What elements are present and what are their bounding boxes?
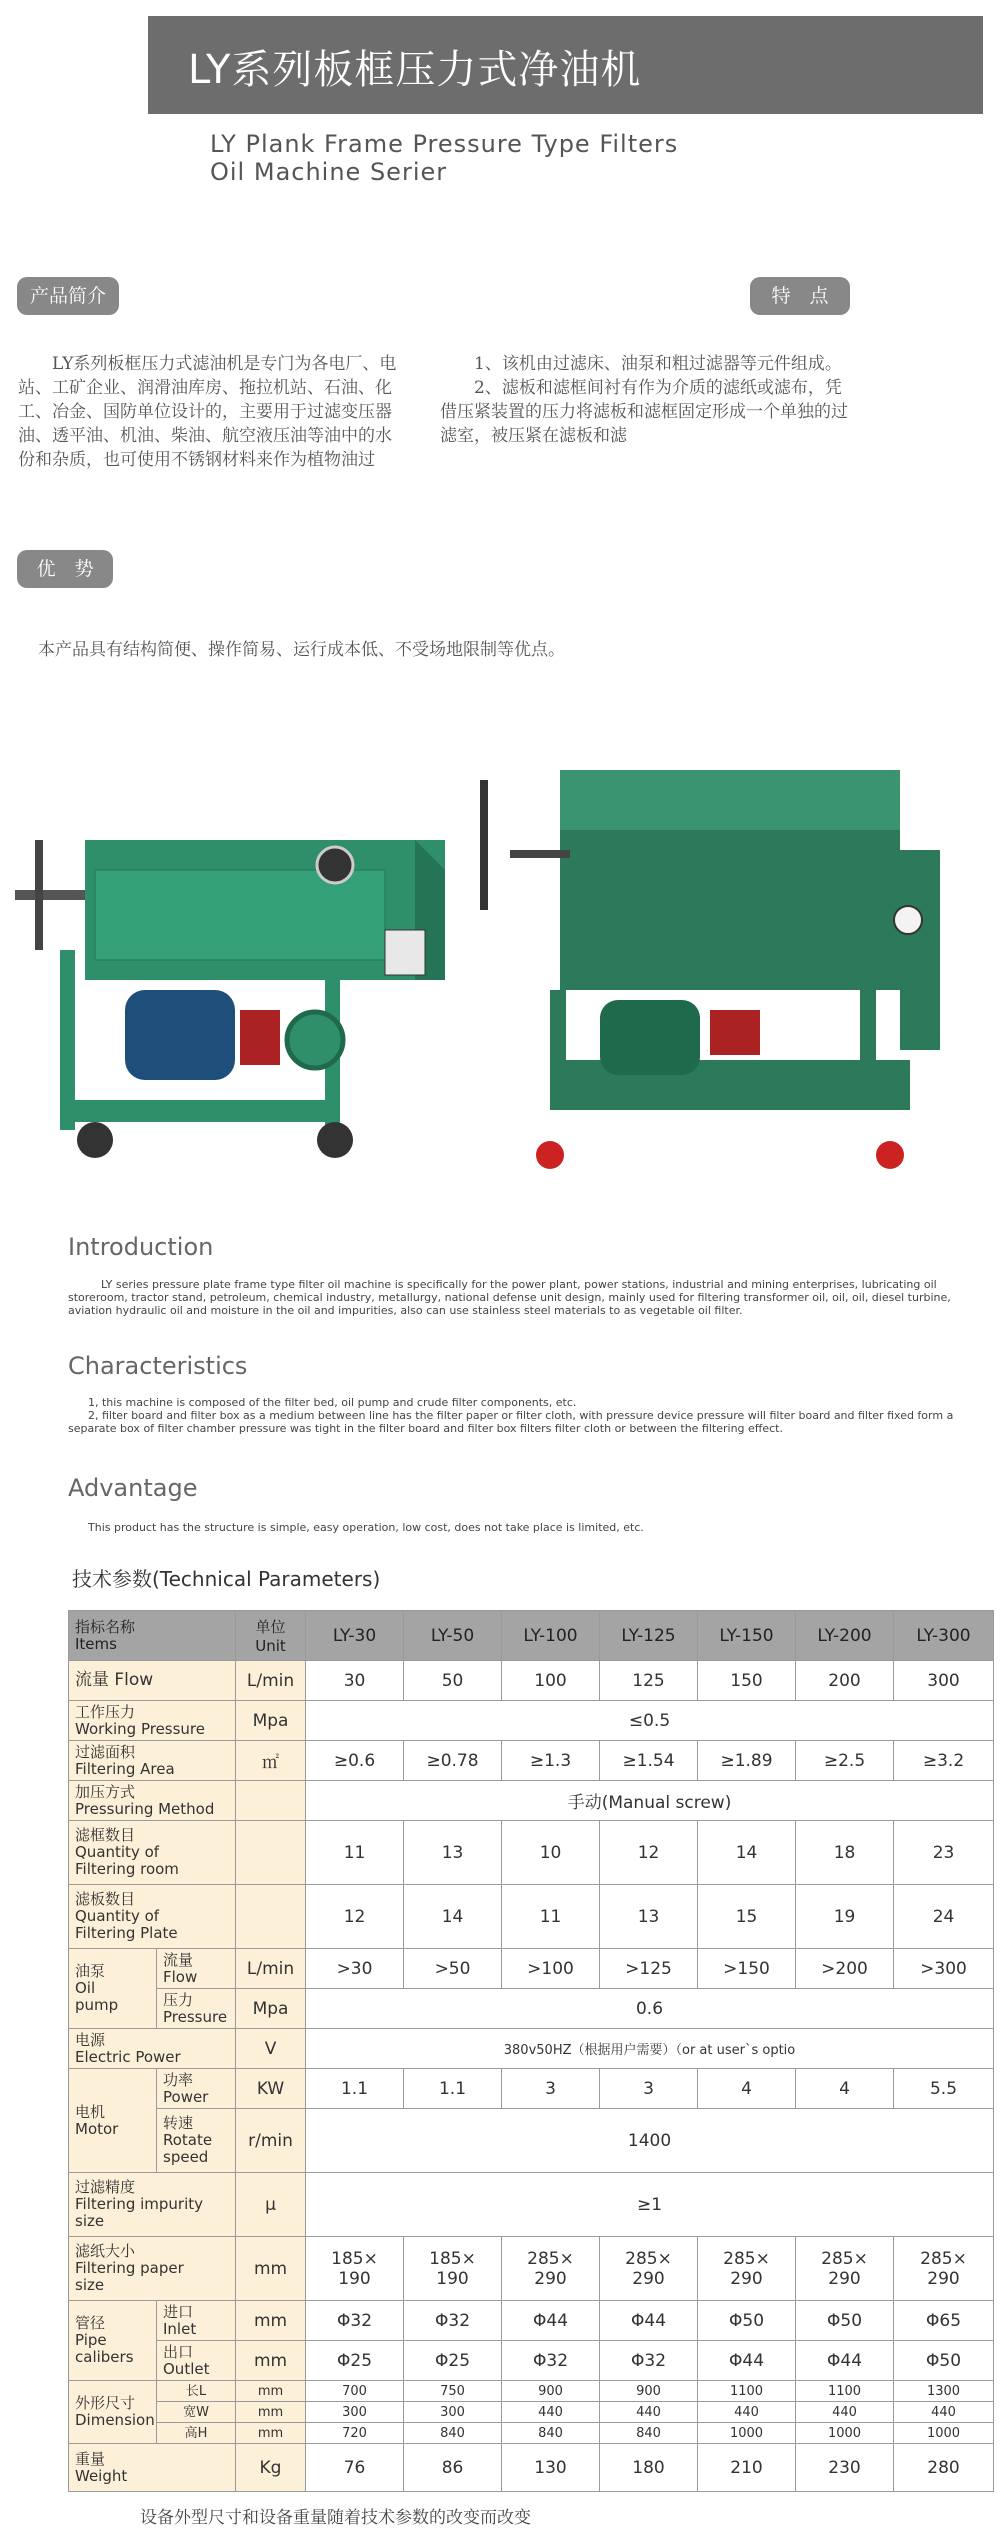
table-cell: ≥1.89 <box>698 1741 796 1781</box>
table-cell: Φ44 <box>600 2301 698 2341</box>
table-cell: 30 <box>306 1661 404 1701</box>
machine-photo-right <box>480 760 950 1180</box>
table-row <box>69 1781 994 1821</box>
table-cell: 185× 190 <box>306 2237 404 2301</box>
table-cell: Mpa <box>236 1701 306 1741</box>
intro-cn-text: LY系列板框压力式滤油机是专门为各电厂、电站、工矿企业、润滑油库房、拖拉机站、石油、化工、冶金、国防单位设计的，主要用于过滤变压器油、透平油、机油、柴油、航空液压油等油中的水份和杂质，也可使用不锈钢材料来作为植物油过 <box>18 354 397 470</box>
introduction-heading: Introduction <box>68 1233 214 1261</box>
table-cell <box>236 1821 306 1885</box>
table-cell: 440 <box>502 2402 600 2423</box>
table-row <box>69 2029 994 2069</box>
table-cell: 23 <box>894 1821 994 1885</box>
table-cell: 76 <box>306 2444 404 2492</box>
table-cell: >200 <box>796 1949 894 1989</box>
table-row <box>69 2423 994 2444</box>
table-cell: 11 <box>502 1885 600 1949</box>
table-cell: ≥0.6 <box>306 1741 404 1781</box>
table-cell: 285× 290 <box>600 2237 698 2301</box>
table-cell: Φ32 <box>502 2341 600 2381</box>
advantage-badge: 优 势 <box>17 550 113 588</box>
table-cell: 进口 Inlet <box>157 2301 236 2341</box>
table-row <box>69 1661 994 1701</box>
table-cell: Kg <box>236 2444 306 2492</box>
table-cell: 210 <box>698 2444 796 2492</box>
table-cell: 滤纸大小 Filtering paper size <box>69 2237 236 2301</box>
table-cell: 285× 290 <box>698 2237 796 2301</box>
table-cell: 1.1 <box>306 2069 404 2109</box>
table-cell: 300 <box>306 2402 404 2423</box>
table-cell: mm <box>236 2237 306 2301</box>
table-cell: 280 <box>894 2444 994 2492</box>
characteristics-text: 1, this machine is composed of the filter bed, oil pump and crude filter components, etc. 2, filter board and filter box as a medium between line has the filter paper or filter cloth, with pressure device pressure will filter board and filter fixed form a separate box of filter chamber pressure was tight in the filter board and filter box filters filter cloth or between the filtering effect. <box>68 1396 954 1435</box>
table-cell: Φ44 <box>796 2341 894 2381</box>
table-cell: Φ50 <box>796 2301 894 2341</box>
table-row <box>69 1989 994 2029</box>
table-cell: 19 <box>796 1885 894 1949</box>
table-cell: 14 <box>404 1885 502 1949</box>
table-cell: Φ50 <box>698 2301 796 2341</box>
model-header: LY-100 <box>502 1611 600 1661</box>
table-cell: 50 <box>404 1661 502 1701</box>
title-bar <box>148 16 983 114</box>
page-title: LY系列板框压力式净油机 <box>188 47 642 93</box>
table-cell: Φ25 <box>404 2341 502 2381</box>
table-cell: μ <box>236 2173 306 2237</box>
table-cell: 高H <box>157 2423 236 2444</box>
table-cell: 1300 <box>894 2381 994 2402</box>
table-cell: 1000 <box>894 2423 994 2444</box>
features-cn <box>440 352 850 448</box>
table-cell: 100 <box>502 1661 600 1701</box>
advantage-cn-text: 本产品具有结构简便、操作简易、运行成本低、不受场地限制等优点。 <box>38 640 565 660</box>
table-cell: Φ50 <box>894 2341 994 2381</box>
table-cell: 电机 Motor <box>69 2069 157 2173</box>
table-cell: 840 <box>600 2423 698 2444</box>
table-row <box>69 1821 994 1885</box>
table-cell: 长L <box>157 2381 236 2402</box>
table-cell: 5.5 <box>894 2069 994 2109</box>
table-cell: 10 <box>502 1821 600 1885</box>
table-row <box>69 2444 994 2492</box>
table-cell: 750 <box>404 2381 502 2402</box>
table-cell: 1100 <box>796 2381 894 2402</box>
footer-note: 设备外型尺寸和设备重量随着技术参数的改变而改变 <box>140 2508 531 2528</box>
table-cell: 13 <box>404 1821 502 1885</box>
table-cell: 200 <box>796 1661 894 1701</box>
table-cell: 185× 190 <box>404 2237 502 2301</box>
characteristics-heading: Characteristics <box>68 1352 248 1380</box>
table-row <box>69 2069 994 2109</box>
table-row <box>69 1885 994 1949</box>
table-cell: >300 <box>894 1949 994 1989</box>
table-cell: ≥0.78 <box>404 1741 502 1781</box>
table-cell: 手动(Manual screw) <box>306 1781 994 1821</box>
table-cell: 24 <box>894 1885 994 1949</box>
table-cell: 15 <box>698 1885 796 1949</box>
table-cell: >100 <box>502 1949 600 1989</box>
table-cell: 720 <box>306 2423 404 2444</box>
table-row <box>69 2301 994 2341</box>
table-cell: 1000 <box>796 2423 894 2444</box>
table-cell: 工作压力 Working Pressure <box>69 1701 236 1741</box>
table-cell: Φ32 <box>306 2301 404 2341</box>
table-cell: 加压方式 Pressuring Method <box>69 1781 236 1821</box>
table-cell: 440 <box>698 2402 796 2423</box>
table-cell: >125 <box>600 1949 698 1989</box>
table-cell: 285× 290 <box>894 2237 994 2301</box>
table-cell: 440 <box>894 2402 994 2423</box>
table-cell: 1100 <box>698 2381 796 2402</box>
table-cell: 285× 290 <box>796 2237 894 2301</box>
table-cell: 86 <box>404 2444 502 2492</box>
table-cell: 18 <box>796 1821 894 1885</box>
table-cell: 900 <box>600 2381 698 2402</box>
model-header: LY-30 <box>306 1611 404 1661</box>
machine-photo-left <box>15 810 445 1180</box>
table-row <box>69 1949 994 1989</box>
table-header-row <box>69 1611 994 1661</box>
table-row <box>69 2109 994 2173</box>
table-cell: >50 <box>404 1949 502 1989</box>
table-cell: Φ32 <box>600 2341 698 2381</box>
table-cell: 转速 Rotate speed <box>157 2109 236 2173</box>
model-header: LY-150 <box>698 1611 796 1661</box>
table-cell: Φ44 <box>502 2301 600 2341</box>
table-cell: 300 <box>404 2402 502 2423</box>
table-cell: L/min <box>236 1661 306 1701</box>
table-cell: 230 <box>796 2444 894 2492</box>
table-cell: ≥1.54 <box>600 1741 698 1781</box>
table-cell: mm <box>236 2301 306 2341</box>
table-cell: 过滤精度 Filtering impurity size <box>69 2173 236 2237</box>
table-cell: 4 <box>796 2069 894 2109</box>
table-cell: V <box>236 2029 306 2069</box>
table-cell: 300 <box>894 1661 994 1701</box>
table-cell: ≤0.5 <box>306 1701 994 1741</box>
table-row <box>69 2341 994 2381</box>
table-cell: ≥1 <box>306 2173 994 2237</box>
table-row <box>69 1741 994 1781</box>
table-title: 技术参数(Technical Parameters) <box>72 1567 381 1591</box>
table-cell: 1400 <box>306 2109 994 2173</box>
table-row <box>69 2173 994 2237</box>
table-cell: 宽W <box>157 2402 236 2423</box>
model-header: LY-300 <box>894 1611 994 1661</box>
table-cell: 重量 Weight <box>69 2444 236 2492</box>
table-cell: 1.1 <box>404 2069 502 2109</box>
table-cell: 油泵 Oil pump <box>69 1949 157 2029</box>
table-row <box>69 1701 994 1741</box>
features-badge: 特 点 <box>750 277 850 315</box>
table-cell: ≥1.3 <box>502 1741 600 1781</box>
table-cell: 1000 <box>698 2423 796 2444</box>
table-cell: 440 <box>600 2402 698 2423</box>
table-row <box>69 2381 994 2402</box>
table-cell: Φ44 <box>698 2341 796 2381</box>
page-subtitle: LY Plank Frame Pressure Type Filters Oil Machine Serier <box>210 130 679 186</box>
table-cell: 14 <box>698 1821 796 1885</box>
table-cell: 过滤面积 Filtering Area <box>69 1741 236 1781</box>
table-cell: 840 <box>502 2423 600 2444</box>
table-cell: 滤板数目 Quantity of Filtering Plate <box>69 1885 236 1949</box>
table-cell: >30 <box>306 1949 404 1989</box>
table-cell: 0.6 <box>306 1989 994 2029</box>
table-cell: 285× 290 <box>502 2237 600 2301</box>
table-cell: mm <box>236 2402 306 2423</box>
table-cell: ≥3.2 <box>894 1741 994 1781</box>
table-cell: 440 <box>796 2402 894 2423</box>
table-cell: 滤框数目 Quantity of Filtering room <box>69 1821 236 1885</box>
table-cell: 出口 Outlet <box>157 2341 236 2381</box>
table-cell: Φ25 <box>306 2341 404 2381</box>
table-cell: 电源 Electric Power <box>69 2029 236 2069</box>
introduction-text: LY series pressure plate frame type filter oil machine is specifically for the power plant, power stations, industrial and mining enterprises, lubricating oil storeroom, tractor stand, petroleum, chemical industry, metallurgy, national defense unit design, mainly used for filtering transformer oil, oil, oil, diesel turbine, aviation hydraulic oil and moisture in the oil and impurities, also can use stainless steel materials to as vegetable oil filter. <box>68 1278 951 1317</box>
table-cell: ≥2.5 <box>796 1741 894 1781</box>
table-cell: 压力 Pressure <box>157 1989 236 2029</box>
model-header: LY-50 <box>404 1611 502 1661</box>
table-cell: Mpa <box>236 1989 306 2029</box>
table-cell <box>236 1885 306 1949</box>
table-cell: mm <box>236 2381 306 2402</box>
table-cell: 11 <box>306 1821 404 1885</box>
table-cell: 840 <box>404 2423 502 2444</box>
model-header: LY-125 <box>600 1611 698 1661</box>
unit-header: 单位 Unit <box>236 1611 306 1661</box>
table-cell: KW <box>236 2069 306 2109</box>
table-cell: Φ32 <box>404 2301 502 2341</box>
table-cell: 流量 Flow <box>157 1949 236 1989</box>
table-cell: 125 <box>600 1661 698 1701</box>
table-cell: >150 <box>698 1949 796 1989</box>
table-cell: 13 <box>600 1885 698 1949</box>
feature-cn-1: 1、该机由过滤床、油泵和粗过滤器等元件组成。 <box>474 354 842 374</box>
table-cell: 150 <box>698 1661 796 1701</box>
table-cell: 700 <box>306 2381 404 2402</box>
table-cell: 380v50HZ（根据用户需要）（or at user`s optio <box>306 2029 994 2069</box>
table-cell: 外形尺寸 Dimension <box>69 2381 157 2444</box>
feature-cn-2: 2、滤板和滤框间衬有作为介质的滤纸或滤布，凭借压紧装置的压力将滤板和滤框固定形成一个单独的过滤室，被压紧在滤板和滤 <box>440 378 848 446</box>
table-cell: 功率 Power <box>157 2069 236 2109</box>
table-cell: 12 <box>306 1885 404 1949</box>
table-row <box>69 2402 994 2423</box>
table-cell: Φ65 <box>894 2301 994 2341</box>
table-cell: 流量 Flow <box>69 1661 236 1701</box>
table-cell: 3 <box>502 2069 600 2109</box>
table-row <box>69 2237 994 2301</box>
table-cell: mm <box>236 2341 306 2381</box>
table-cell <box>236 1781 306 1821</box>
table-cell: 130 <box>502 2444 600 2492</box>
table-cell: 180 <box>600 2444 698 2492</box>
table-cell: 3 <box>600 2069 698 2109</box>
model-header: LY-200 <box>796 1611 894 1661</box>
advantage-heading: Advantage <box>68 1474 198 1502</box>
intro-badge: 产品简介 <box>17 277 119 315</box>
table-cell: 4 <box>698 2069 796 2109</box>
table-cell: ㎡ <box>236 1741 306 1781</box>
table-cell: r/min <box>236 2109 306 2173</box>
table-cell: 900 <box>502 2381 600 2402</box>
table-cell: L/min <box>236 1949 306 1989</box>
table-cell: 12 <box>600 1821 698 1885</box>
advantage-text: This product has the structure is simple, easy operation, low cost, does not take place is limited, etc. <box>88 1521 644 1534</box>
items-header: 指标名称 Items <box>69 1611 236 1661</box>
table-cell: mm <box>236 2423 306 2444</box>
table-cell: 管径 Pipe calibers <box>69 2301 157 2381</box>
tech-params-table <box>68 1610 994 2492</box>
